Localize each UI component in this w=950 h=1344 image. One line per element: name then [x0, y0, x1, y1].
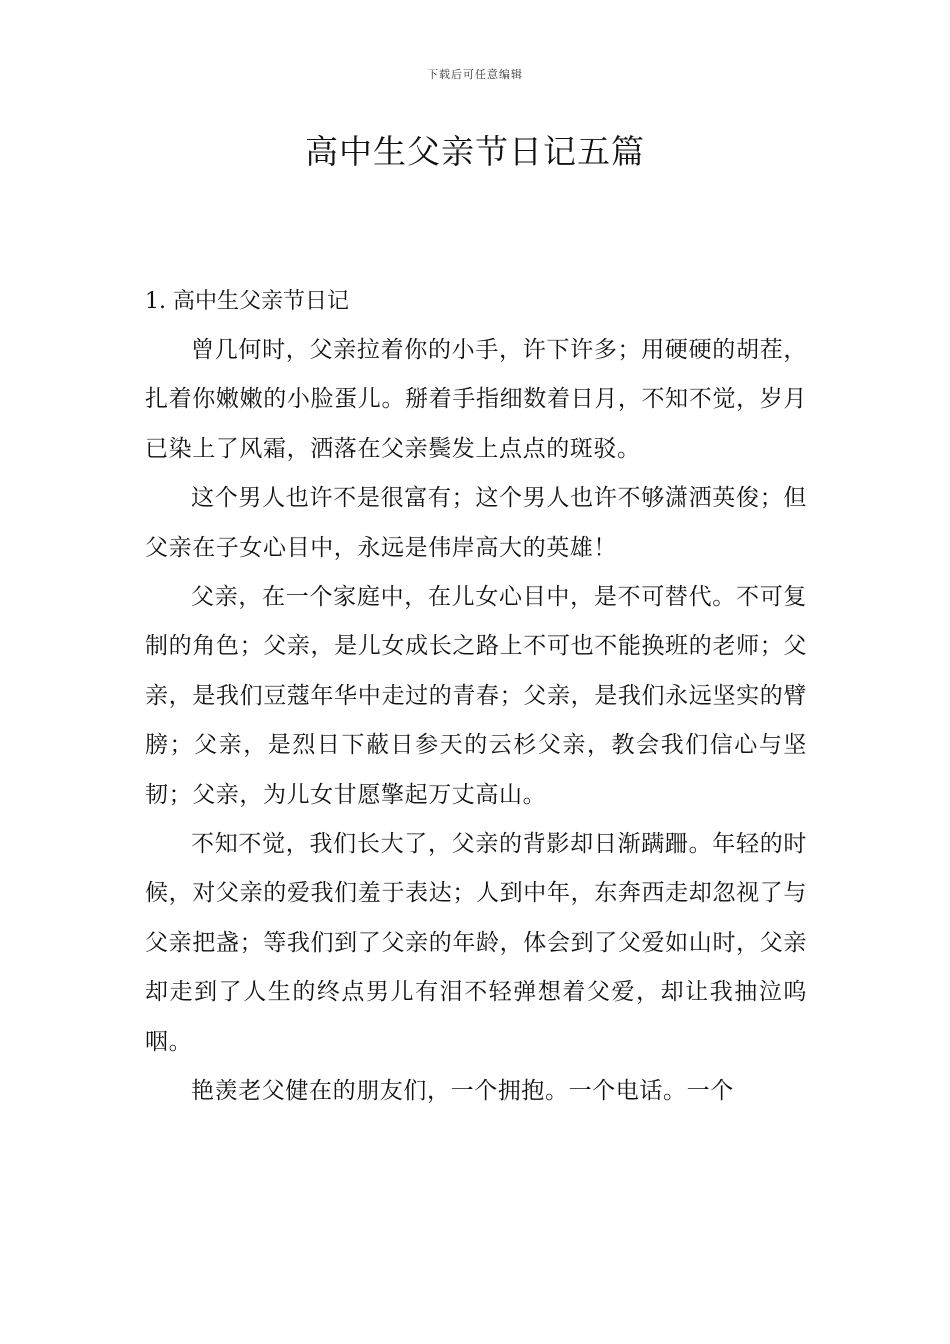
header-note: 下载后可任意编辑	[427, 68, 523, 81]
document-body	[145, 277, 807, 1117]
paragraph-3: 父亲，在一个家庭中，在儿女心目中，是不可替代。不可复制的角色；父亲，是儿女成长之路上不可也不能换班的老师；父亲，是我们豆蔻年华中走过的青春；父亲，是我们永远坚实的臂膀；父亲，是烈日下蔽日参天的云杉父亲，教会我们信心与坚韧；父亲，为儿女甘愿擎起万丈高山。	[145, 584, 807, 808]
paragraph-1: 曾几何时，父亲拉着你的小手，许下许多；用硬硬的胡茬，扎着你嫩嫩的小脸蛋儿。掰着手指细数着日月，不知不觉，岁月已染上了风霜，洒落在父亲鬓发上点点的斑驳。	[145, 337, 807, 462]
paragraph-5: 艳羡老父健在的朋友们，一个拥抱。一个电话。一个	[191, 1078, 734, 1105]
document-title: 高中生父亲节日记五篇	[305, 132, 645, 171]
section-heading: 1. 高中生父亲节日记	[145, 289, 349, 314]
paragraph-4: 不知不觉，我们长大了，父亲的背影却日渐蹒跚。年轻的时候，对父亲的爱我们羞于表达；人到中年，东奔西走却忽视了与父亲把盏；等我们到了父亲的年龄，体会到了父爱如山时，父亲却走到了人生的终点男儿有泪不轻弹想着父爱，却让我抽泣呜咽。	[145, 831, 807, 1055]
paragraph-2: 这个男人也许不是很富有；这个男人也许不够潇洒英俊；但父亲在子女心目中，永远是伟岸高大的英雄！	[145, 485, 807, 561]
